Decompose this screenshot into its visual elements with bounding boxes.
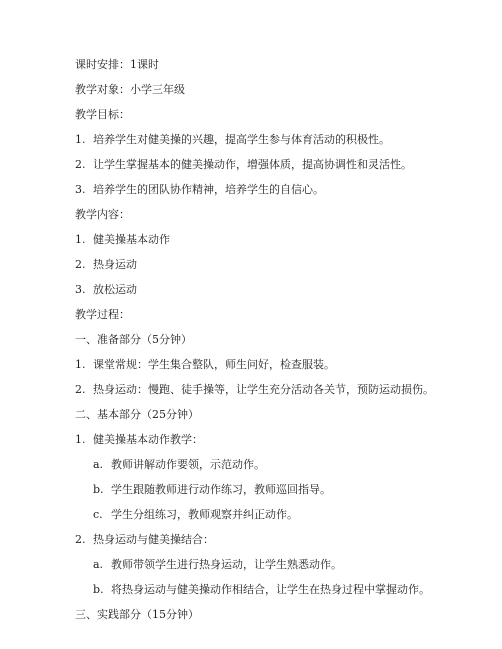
content-heading bbox=[75, 208, 130, 222]
content-item bbox=[75, 233, 170, 247]
line-text: 教学目标： bbox=[75, 108, 130, 121]
section-heading bbox=[75, 408, 199, 422]
list-marker: b. bbox=[93, 583, 104, 596]
target-audience-line bbox=[75, 83, 185, 97]
process-item bbox=[75, 383, 434, 397]
list-marker: 2. bbox=[75, 258, 86, 271]
sub-item bbox=[93, 483, 331, 497]
list-marker: 3. bbox=[75, 183, 86, 196]
list-marker: 2. bbox=[75, 383, 86, 396]
process-heading bbox=[75, 308, 130, 322]
objective-item bbox=[75, 133, 390, 147]
line-text: 热身运动：慢跑、徒手操等，让学生充分活动各关节，预防运动损伤。 bbox=[93, 383, 434, 396]
class-hours-line bbox=[75, 58, 159, 72]
section-heading bbox=[75, 608, 199, 622]
list-marker: 3. bbox=[75, 283, 86, 296]
line-text: 学生分组练习，教师观察并纠正动作。 bbox=[111, 508, 298, 521]
line-text: 放松运动 bbox=[93, 283, 137, 296]
list-marker: 1. bbox=[75, 133, 86, 146]
list-marker: 1. bbox=[75, 233, 86, 246]
line-text: 健美操基本动作教学： bbox=[93, 433, 203, 446]
objectives-heading bbox=[75, 108, 130, 122]
line-text: 三、实践部分（15分钟） bbox=[75, 608, 199, 621]
line-text: 学生跟随教师进行动作练习，教师巡回指导。 bbox=[111, 483, 331, 496]
section-heading bbox=[75, 333, 192, 347]
list-marker: a. bbox=[93, 458, 104, 471]
line-text: 热身运动与健美操结合： bbox=[93, 533, 214, 546]
line-text: 教学过程： bbox=[75, 308, 130, 321]
process-item bbox=[75, 533, 214, 547]
line-text: 课堂常规：学生集合整队，师生问好，检查服装。 bbox=[93, 358, 335, 371]
process-item bbox=[75, 433, 203, 447]
line-text: 一、准备部分（5分钟） bbox=[75, 333, 192, 346]
sub-item bbox=[93, 558, 342, 572]
list-marker: 1. bbox=[75, 358, 86, 371]
content-item bbox=[75, 283, 137, 297]
list-marker: c. bbox=[93, 508, 103, 521]
line-text: 培养学生的团队协作精神，培养学生的自信心。 bbox=[93, 183, 324, 196]
content-item bbox=[75, 258, 137, 272]
line-text: 教学对象：小学三年级 bbox=[75, 83, 185, 96]
list-marker: a. bbox=[93, 558, 104, 571]
sub-item bbox=[93, 458, 265, 472]
list-marker: 1. bbox=[75, 433, 86, 446]
sub-item bbox=[93, 583, 430, 597]
line-text: 培养学生对健美操的兴趣，提高学生参与体育活动的积极性。 bbox=[93, 133, 390, 146]
line-text: 热身运动 bbox=[93, 258, 137, 271]
line-text: 教学内容： bbox=[75, 208, 130, 221]
line-text: 让学生掌握基本的健美操动作，增强体质，提高协调性和灵活性。 bbox=[93, 158, 412, 171]
sub-item bbox=[93, 508, 298, 522]
objective-item bbox=[75, 183, 324, 197]
list-marker: 2. bbox=[75, 533, 86, 546]
process-item bbox=[75, 358, 335, 372]
objective-item bbox=[75, 158, 412, 172]
line-text: 教师带领学生进行热身运动，让学生熟悉动作。 bbox=[111, 558, 342, 571]
line-text: 教师讲解动作要领，示范动作。 bbox=[111, 458, 265, 471]
line-text: 课时安排：1课时 bbox=[75, 58, 159, 71]
line-text: 将热身运动与健美操动作相结合，让学生在热身过程中掌握动作。 bbox=[111, 583, 430, 596]
list-marker: b. bbox=[93, 483, 104, 496]
list-marker: 2. bbox=[75, 158, 86, 171]
line-text: 二、基本部分（25分钟） bbox=[75, 408, 199, 421]
line-text: 健美操基本动作 bbox=[93, 233, 170, 246]
